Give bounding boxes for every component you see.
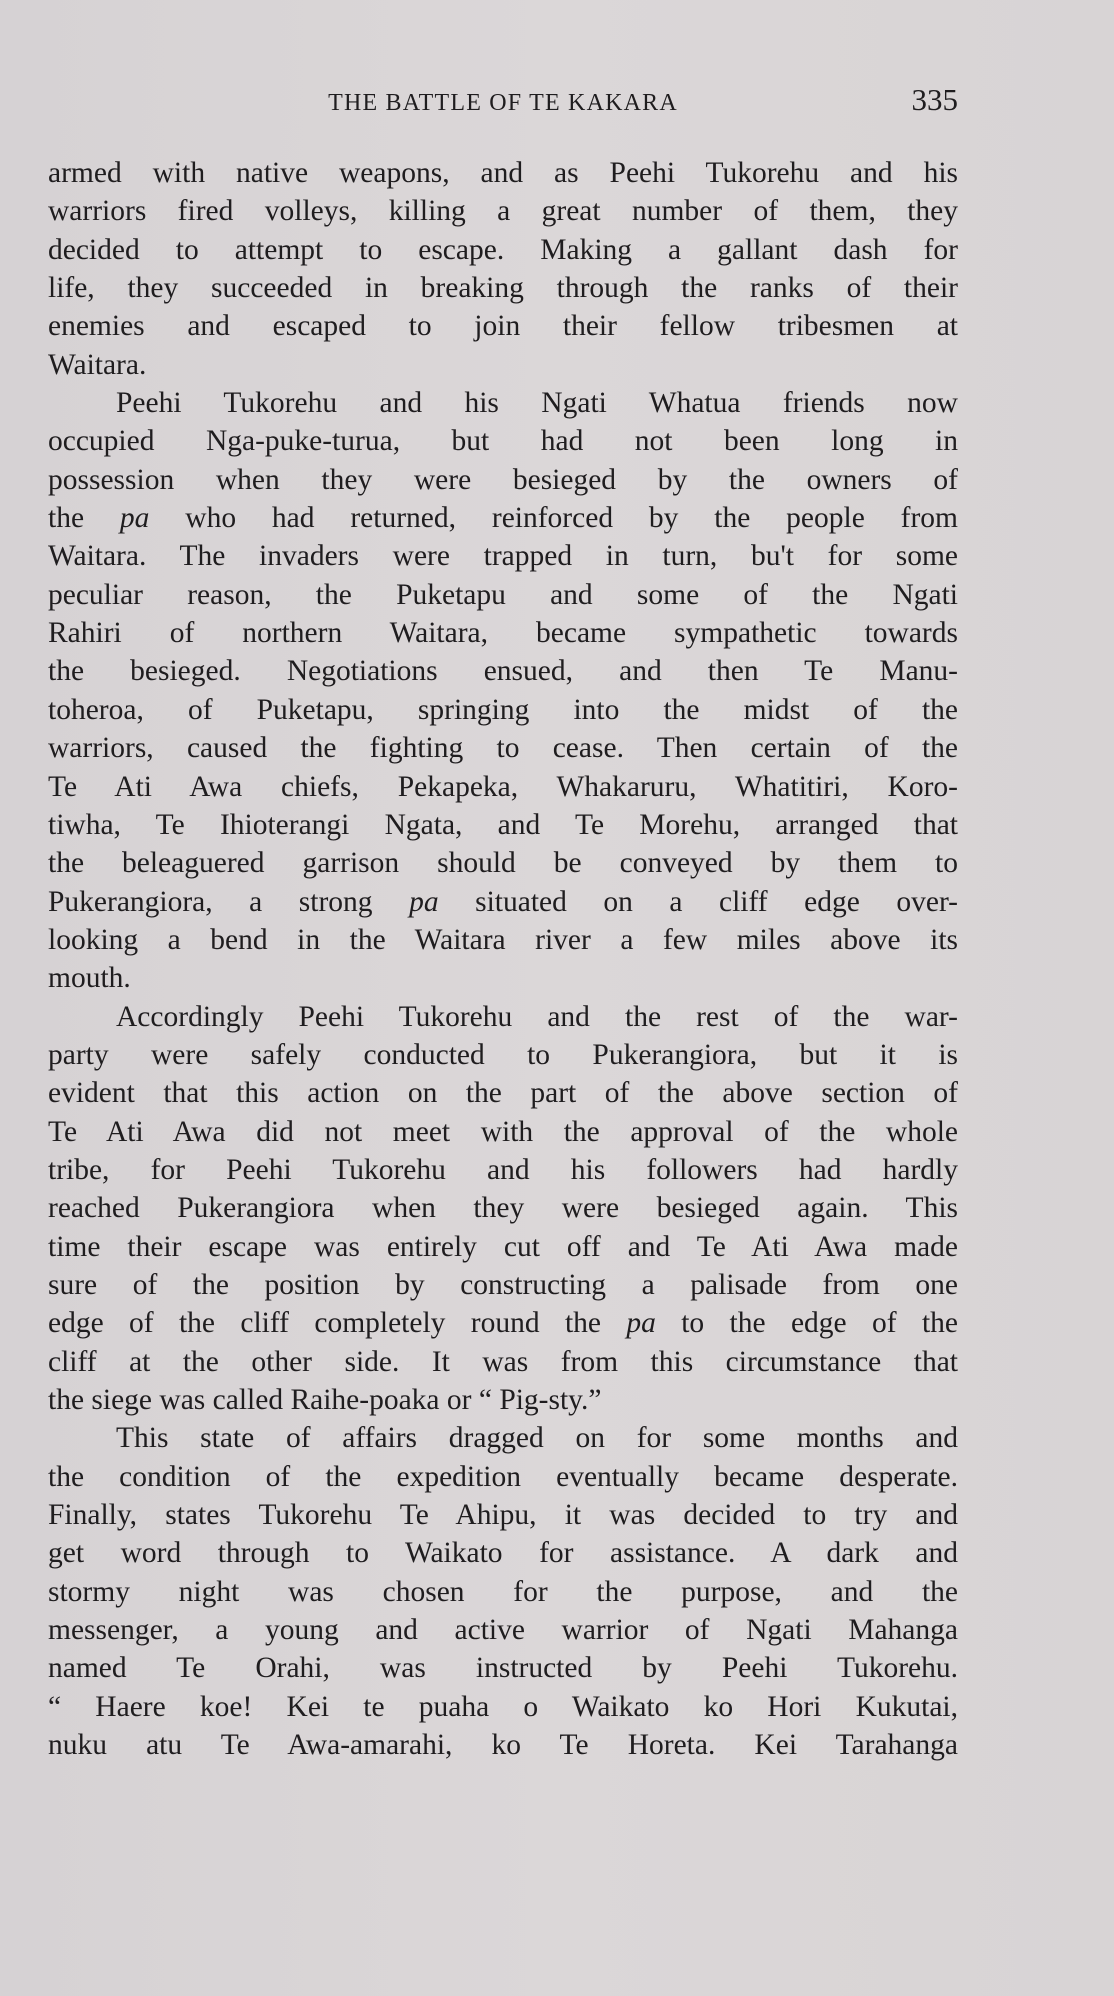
body-text: [48, 154, 958, 1764]
text-line: party were safely conducted to Pukerangiora, but it is: [48, 1038, 958, 1071]
text-line: This state of affairs dragged on for some months and: [116, 1422, 958, 1455]
text-line: mouth.: [48, 962, 131, 995]
text-line: time their escape was entirely cut off and Te Ati Awa made: [48, 1230, 958, 1263]
text-line: reached Pukerangiora when they were besieged again. This: [48, 1192, 958, 1225]
text-line: named Te Orahi, was instructed by Peehi Tukorehu.: [48, 1652, 958, 1685]
text-line: tiwha, Te Ihioterangi Ngata, and Te Morehu, arranged that: [48, 808, 958, 841]
text-line: tribe, for Peehi Tukorehu and his followers had hardly: [48, 1153, 958, 1186]
paragraph: [48, 384, 958, 998]
text-line: cliff at the other side. It was from this circumstance that: [48, 1345, 958, 1378]
text-line: stormy night was chosen for the purpose, and the: [48, 1575, 958, 1608]
text-line: the besieged. Negotiations ensued, and then Te Manu-: [48, 655, 958, 688]
text-line: Te Ati Awa chiefs, Pekapeka, Whakaruru, Whatitiri, Koro-: [48, 770, 958, 803]
text-line: Waitara. The invaders were trapped in turn, bu't for some: [48, 540, 958, 573]
page-header: [48, 82, 958, 132]
text-line: edge of the cliff completely round the pa to the edge of the: [48, 1307, 958, 1340]
text-line: the beleaguered garrison should be conveyed by them to: [48, 847, 958, 880]
text-line: Peehi Tukorehu and his Ngati Whatua friends now: [116, 387, 958, 420]
paragraph: [48, 1419, 958, 1764]
text-line: Accordingly Peehi Tukorehu and the rest of the war-: [116, 1000, 958, 1033]
text-line: get word through to Waikato for assistance. A dark and: [48, 1537, 958, 1570]
text-line: the siege was called Raihe-poaka or “ Pig-sty.”: [48, 1384, 602, 1416]
text-line: nuku atu Te Awa-amarahi, ko Te Horeta. Kei Tarahanga: [48, 1729, 958, 1762]
text-line: decided to attempt to escape. Making a gallant dash for: [48, 233, 958, 266]
paragraph: [48, 998, 958, 1420]
text-line: toheroa, of Puketapu, springing into the midst of the: [48, 693, 958, 726]
text-line: Pukerangiora, a strong pa situated on a cliff edge over-: [48, 885, 958, 918]
text-line: Waitara.: [48, 348, 147, 381]
text-line: Te Ati Awa did not meet with the approval of the whole: [48, 1115, 958, 1148]
text-line: warriors, caused the fighting to cease. Then certain of the: [48, 732, 958, 765]
text-line: occupied Nga-puke-turua, but had not been long in: [48, 425, 958, 458]
text-line: the condition of the expedition eventually became desperate.: [48, 1460, 958, 1493]
text-line: enemies and escaped to join their fellow tribesmen at: [48, 310, 958, 343]
text-line: “ Haere koe! Kei te puaha o Waikato ko Hori Kukutai,: [48, 1690, 958, 1723]
text-line: life, they succeeded in breaking through the ranks of their: [48, 272, 958, 305]
text-line: peculiar reason, the Puketapu and some of the Ngati: [48, 578, 958, 611]
text-line: Finally, states Tukorehu Te Ahipu, it was decided to try and: [48, 1499, 958, 1532]
running-title: THE BATTLE OF TE KAKARA: [328, 90, 678, 116]
text-line: warriors fired volleys, killing a great number of them, they: [48, 195, 958, 228]
page-number: 335: [911, 82, 958, 117]
text-line: looking a bend in the Waitara river a few miles above its: [48, 923, 958, 956]
text-line: Rahiri of northern Waitara, became sympathetic towards: [48, 617, 958, 650]
text-line: the pa who had returned, reinforced by the people from: [48, 502, 958, 535]
text-line: evident that this action on the part of the above section of: [48, 1077, 958, 1110]
text-line: possession when they were besieged by the owners of: [48, 463, 958, 496]
text-line: armed with native weapons, and as Peehi Tukorehu and his: [48, 157, 958, 189]
text-line: sure of the position by constructing a palisade from one: [48, 1268, 958, 1301]
paragraph: [48, 154, 958, 384]
text-line: messenger, a young and active warrior of Ngati Mahanga: [48, 1614, 958, 1647]
